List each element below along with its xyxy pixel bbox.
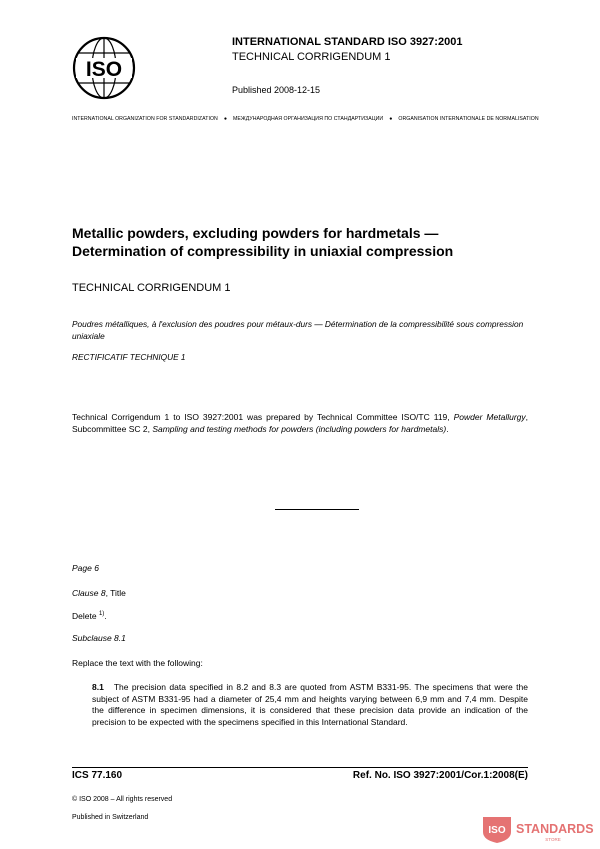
- clause-8-1-number: 8.1: [92, 682, 104, 692]
- ics-code: ICS 77.160: [72, 770, 123, 781]
- title-line-1: Metallic powders, excluding powders for hardmetals —: [72, 225, 439, 241]
- intro-text: , Subcommittee SC 2,: [72, 412, 529, 434]
- replace-instruction: Replace the text with the following:: [72, 658, 203, 668]
- title-line-2: Determination of compressibility in uniaxial compression: [72, 243, 454, 259]
- footer-rule: [72, 767, 528, 768]
- standard-title: INTERNATIONAL STANDARD ISO 3927:2001: [232, 36, 463, 48]
- clause-reference: [72, 588, 126, 598]
- subclause-reference: Subclause 8.1: [72, 633, 126, 643]
- delete-text: Delete: [72, 611, 99, 621]
- subcommittee-name: Sampling and testing methods for powders (including powders for hardmetals): [152, 423, 447, 434]
- committee-name: Powder Metallurgy: [453, 412, 526, 422]
- section-divider: [275, 509, 359, 510]
- clause-number: Clause 8: [72, 588, 106, 598]
- clause-8-1-body: The precision data specified in 8.2 and 8.3 are quoted from ASTM B331-95. The specimens that were the subject of ASTM B331-95 had a diameter of 25,4 mm and heights varying between 6,9 mm and 7,4 mm. Despite the difference in specimen dimensions, it is considered that these precision data provide an indication of the precision to be expected with the specimens specified in this International Standard.: [92, 682, 528, 727]
- intro-text: Technical Corrigendum 1 to ISO 3927:2001 was prepared by Technical Committee ISO/TC 119,: [72, 412, 454, 422]
- svg-text:ISO: ISO: [85, 58, 123, 81]
- svg-text:ISO: ISO: [488, 825, 506, 836]
- svg-text:STANDARDS: STANDARDS: [516, 822, 594, 836]
- org-name-russian: МЕЖДУНАРОДНАЯ ОРГАНИЗАЦИЯ ПО СТАНДАРТИЗАЦИИ: [233, 116, 384, 122]
- published-date: Published 2008-12-15: [232, 85, 321, 95]
- separator-dot: ●: [223, 116, 228, 122]
- org-name-french: ORGANISATION INTERNATIONALE DE NORMALISATION: [398, 116, 539, 122]
- intro-text: .: [446, 423, 449, 434]
- page-reference: Page 6: [72, 563, 99, 573]
- published-location: Published in Switzerland: [72, 814, 149, 821]
- iso-logo: [72, 36, 136, 100]
- corrigendum-heading: TECHNICAL CORRIGENDUM 1: [232, 51, 391, 63]
- footnote-marker: 1): [98, 611, 105, 618]
- org-name-english: INTERNATIONAL ORGANIZATION FOR STANDARDIZATION: [72, 116, 218, 122]
- delete-instruction: [72, 611, 107, 621]
- document-title: [72, 224, 542, 260]
- iso-standards-store-logo: [481, 814, 595, 844]
- separator-dot: ●: [389, 116, 393, 122]
- copyright-notice: © ISO 2008 – All rights reserved: [72, 796, 173, 803]
- french-corrigendum: RECTIFICATIF TECHNIQUE 1: [72, 352, 186, 362]
- delete-end: .: [104, 611, 107, 621]
- french-title: Poudres métalliques, à l'exclusion des poudres pour métaux-durs — Détermination de la compressibilité sous compression uniaxiale: [72, 319, 524, 341]
- corrigendum-label: TECHNICAL CORRIGENDUM 1: [72, 282, 231, 294]
- intro-paragraph: [72, 412, 528, 435]
- reference-number: Ref. No. ISO 3927:2001/Cor.1:2008(E): [352, 770, 528, 781]
- clause-suffix: , Title: [105, 588, 126, 598]
- svg-text:STORE: STORE: [545, 837, 561, 842]
- clause-8-1-text: [92, 682, 528, 728]
- organization-names: [72, 116, 539, 122]
